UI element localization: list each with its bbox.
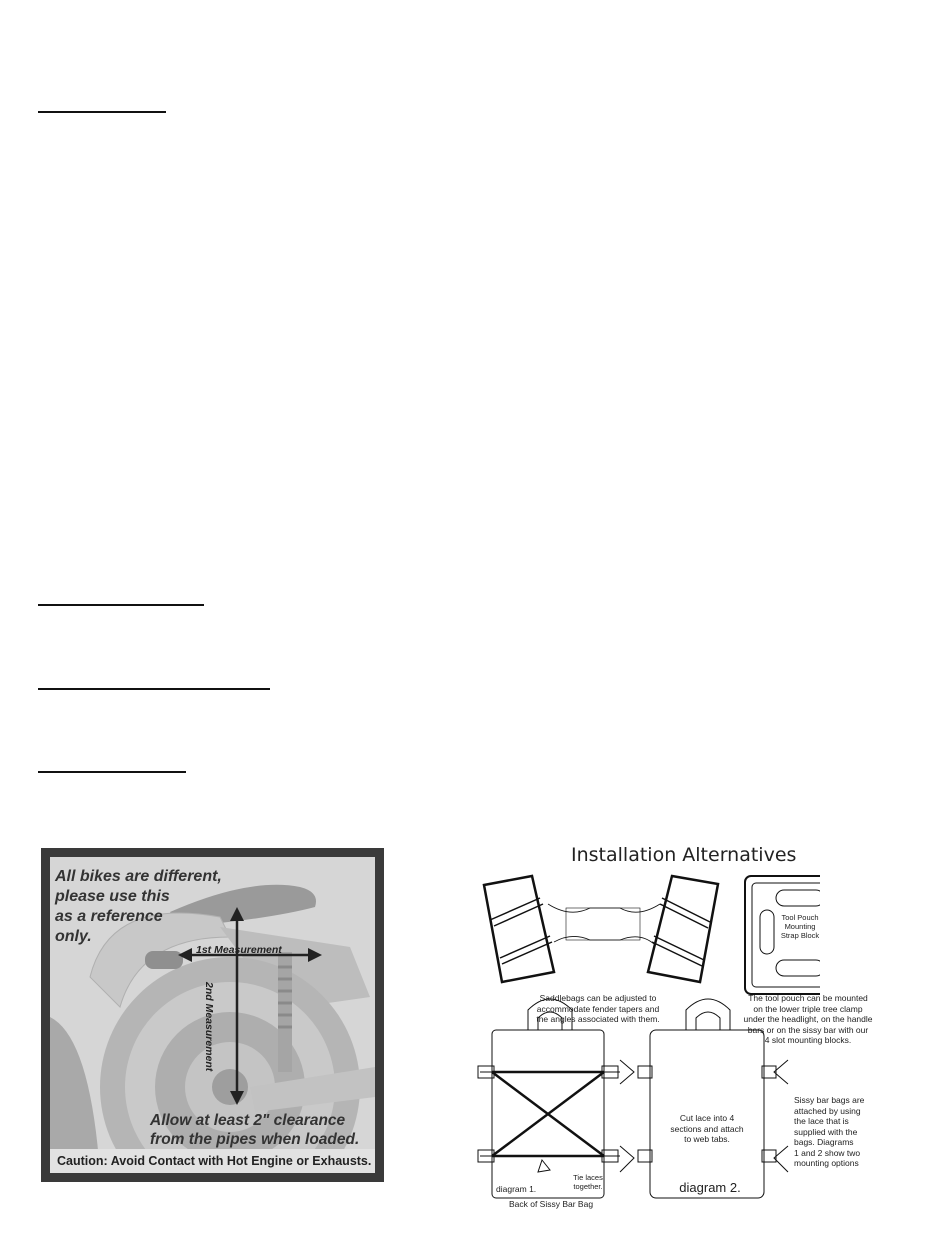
tool-pouch-caption: The tool pouch can be mounted on the lower triple tree clamp under the headlight, on the handle bars or on the sissy bar with our 4 slot mounting blocks. [743,993,873,1045]
reference-note: All bikes are different, please use this as a reference only. [55,868,222,945]
tool-pouch-label: Tool Pouch Mounting Strap Block [780,913,820,940]
diagram-2-label: diagram 2. [679,1180,741,1195]
section-heading-rule-3 [38,688,270,690]
clearance-note: Allow at least 2" clearance from the pipes when loaded. [150,1112,360,1148]
section-heading-rule-1 [38,111,166,113]
second-measurement-label: 2nd Measurement [203,982,215,1072]
saddlebags-diagram [484,876,718,982]
motorcycle-photo [50,857,375,1173]
saddlebag-caption: Saddlebags can be adjusted to accommodate fender tapers and the angles associated with them. [536,993,660,1024]
diagram-1-caption: Back of Sissy Bar Bag [508,1199,594,1209]
cut-lace-note: Cut lace into 4 sections and attach to web tabs. [670,1113,744,1144]
caution-note: Caution: Avoid Contact with Hot Engine or Exhausts. [57,1154,372,1168]
section-heading-rule-4 [38,771,186,773]
sissy-bar-caption: Sissy bar bags are attached by using the lace that is supplied with the bags. Diagrams 1 and 2 show two mounting options [794,1095,865,1168]
first-measurement-label: 1st Measurement [196,944,282,956]
section-heading-rule-2 [38,604,204,606]
diagram-1-label: diagram 1. [496,1184,537,1194]
diagram-1 [478,999,620,1198]
measurement-photo-frame [41,848,384,1182]
installation-alternatives-title: Installation Alternatives [571,844,797,866]
tie-laces-note: Tie laces together. [573,1173,603,1191]
